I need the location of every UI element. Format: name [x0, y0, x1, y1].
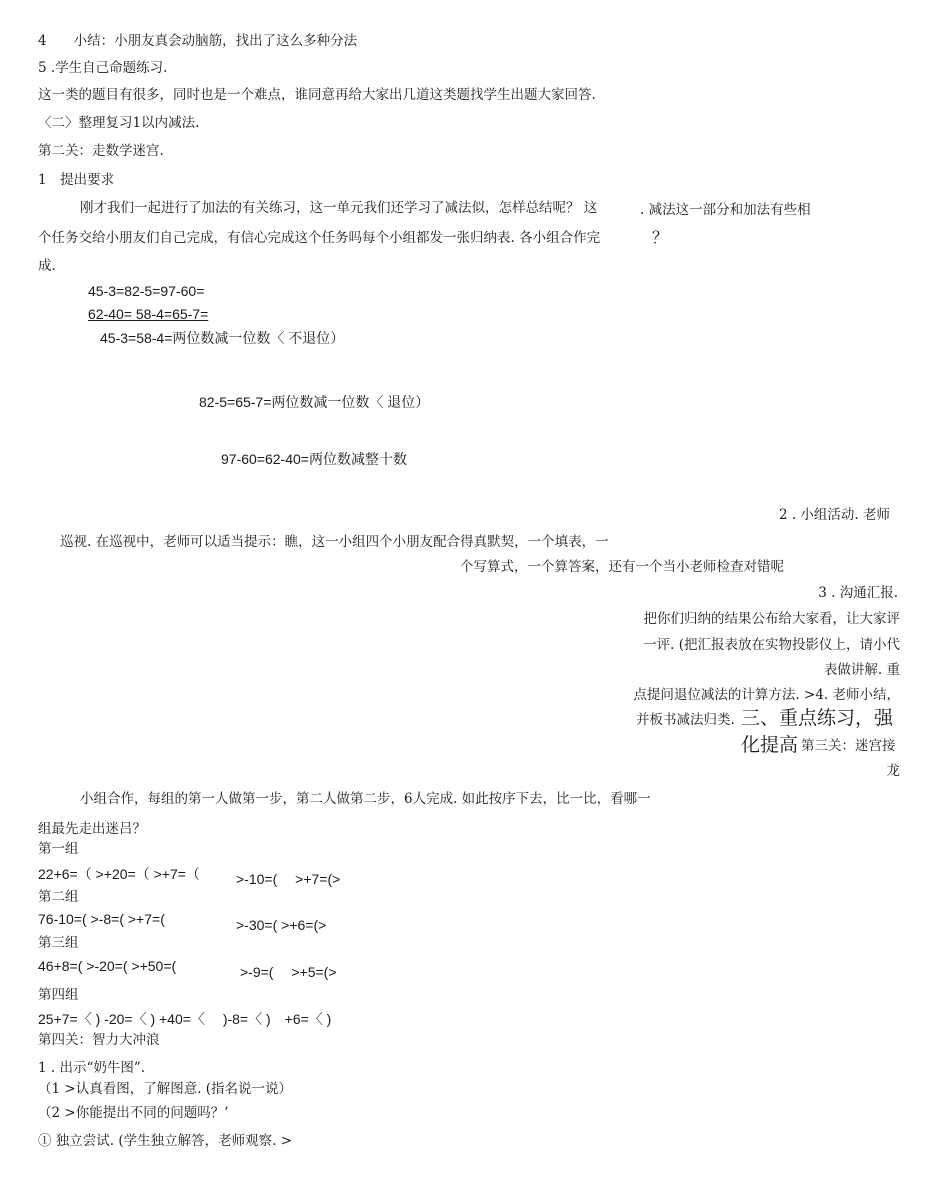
paragraph-line: 巡视. 在巡视中，老师可以适当提示：瞧，这一小组四个小朋友配合得真默契，一个填表，一 — [60, 534, 609, 550]
group-label: 第三组 — [38, 935, 79, 951]
paragraph-line: 点提问退位减法的计算方法. >4. 老师小结， — [633, 687, 900, 703]
difficulty-line: 这一类的题目有很多，同时也是一个难点，谁同意再给大家出几道这类题找学生出题大家回答. — [38, 87, 596, 103]
question-mark: ？ — [652, 228, 669, 247]
summary-line: 4 小结：小朋友真会动脑筋，找出了这么多种分法 — [38, 33, 358, 49]
equation-line: 62-40= 58-4=65-7= — [88, 306, 209, 322]
paragraph-fragment: . 减法这一部分和加法有些相 — [640, 202, 811, 218]
paragraph-line: 小组合作，每组的第一人做第一步，第二人做第二步，6人完成. 如此按序下去，比一比，看哪一 — [80, 791, 651, 807]
equation-line: 97-60=62-40=两位数减整十数 — [221, 451, 407, 467]
paragraph-line: 刚才我们一起进行了加法的有关练习，这一单元我们还学习了减法似，怎样总结呢？ 这 — [80, 200, 598, 216]
maze-equation: 76-10=( >-8=( >+7=( — [38, 911, 165, 927]
group-activity-heading: 2 . 小组活动. 老师 — [778, 507, 890, 523]
equation-line: 45-3=82-5=97-60= — [88, 283, 205, 299]
paragraph-line: 成. — [38, 258, 56, 274]
paragraph-line: 表做讲解. 重 — [823, 662, 900, 678]
level-two-heading: 第二关：走数学迷宫. — [38, 143, 164, 159]
paragraph-line: 把你们归纳的结果公布给大家看，让大家评 — [643, 611, 900, 627]
step-line: （2 >你能提出不同的问题吗？’ — [38, 1105, 229, 1121]
level-four-heading: 第四关：智力大冲浪 — [38, 1032, 160, 1048]
group-label: 第一组 — [38, 841, 79, 857]
group-label: 第四组 — [38, 987, 79, 1003]
paragraph-line: 一评. (把汇报表放在实物投影仪上，请小代 — [643, 637, 900, 653]
maze-equation: >-10=( >+7=(> — [236, 871, 341, 887]
step-line: 1 . 出示“奶牛图”. — [38, 1060, 146, 1076]
maze-equation: 22+6=（ >+20=（ >+7=（ — [38, 866, 200, 882]
maze-equation: >-9=( >+5=(> — [240, 964, 337, 980]
paragraph-line: 并板书减法归类. — [636, 712, 735, 728]
maze-equation: 25+7=〈 ) -20=〈 ) +40=〈 )-8=〈 ) +6=〈 ) — [38, 1011, 332, 1027]
requirement-heading: 1 提出要求 — [38, 172, 115, 188]
report-heading: 3 . 沟通汇报. — [818, 585, 898, 601]
level-three-heading-end: 龙 — [886, 763, 900, 779]
self-question-line: 5 .学生自己命题练习. — [38, 60, 168, 76]
maze-equation: 46+8=( >-20=( >+50=( — [38, 958, 177, 974]
group-label: 第二组 — [38, 889, 79, 905]
section-heading-subtraction: 〈二〉整理复习1以内减法. — [38, 115, 200, 131]
equation-line: 45-3=58-4=两位数减一位数〈 不退位） — [100, 330, 345, 346]
section-heading-big: 化提高 — [741, 734, 799, 756]
step-line: ① 独立尝试. (学生独立解答，老师观察. > — [38, 1133, 293, 1149]
section-heading-big: 三、重点练习，强 — [741, 707, 894, 729]
level-three-heading: 第三关：迷宫接 — [801, 738, 896, 754]
equation-line: 82-5=65-7=两位数减一位数〈 退位） — [199, 394, 430, 410]
step-line: （1 >认真看图，了解图意. (指名说一说） — [38, 1081, 293, 1097]
paragraph-line: 个写算式，一个算答案，还有一个当小老师检查对错呢 — [460, 559, 784, 575]
paragraph-line: 个任务交给小朋友们自己完成，有信心完成这个任务吗每个小组都发一张归纳表. 各小组合作完 — [38, 230, 601, 246]
paragraph-line: 组最先走出迷吕？ — [38, 821, 146, 837]
maze-equation: >-30=( >+6=(> — [236, 917, 327, 933]
